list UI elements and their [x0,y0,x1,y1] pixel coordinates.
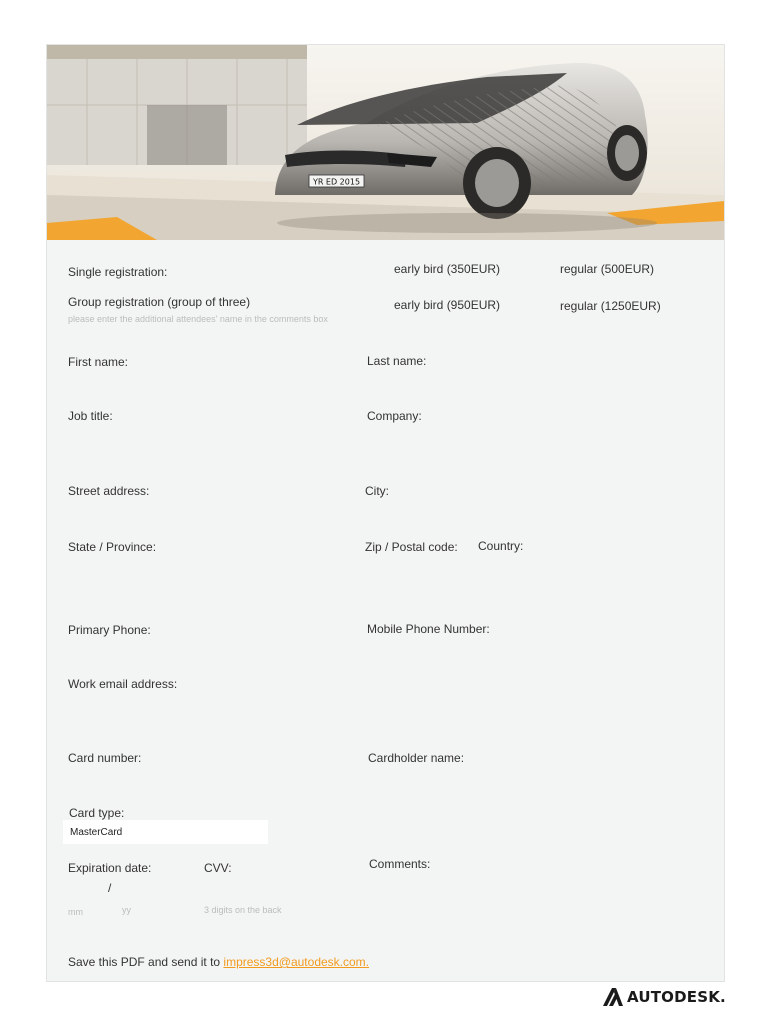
first-name-label: First name: [68,355,129,369]
company-label: Company: [367,409,422,423]
autodesk-logo [603,988,726,1006]
country-label: Country: [478,539,524,553]
submission-email-link[interactable]: impress3d@autodesk.com. [223,955,369,969]
autodesk-mark-icon [603,988,623,1006]
zip-postal-code-label: Zip / Postal code: [365,540,458,554]
expiration-month-hint: mm [68,907,83,917]
comments-label: Comments: [369,857,431,871]
hero-car-image [47,45,724,240]
cvv-label: CVV: [204,861,232,875]
autodesk-wordmark: AUTODESK. [627,988,726,1006]
group-registration-label: Group registration (group of three) [68,295,251,309]
job-title-label: Job title: [68,409,113,423]
expiration-separator: / [108,881,112,895]
submission-text: Save this PDF and send it to [68,955,224,969]
primary-phone-label: Primary Phone: [68,623,151,637]
cvv-hint: 3 digits on the back [204,905,282,915]
mobile-phone-label: Mobile Phone Number: [367,622,490,636]
expiration-year-hint: yy [122,905,131,915]
group-registration-hint: please enter the additional attendees' name in the comments box [68,314,328,324]
city-label: City: [365,484,389,498]
car-illustration [47,45,724,240]
street-address-label: Street address: [68,484,150,498]
single-regular-option[interactable]: regular (500EUR) [560,262,655,276]
license-plate: YR ED 2015 [312,177,361,187]
single-registration-label: Single registration: [68,265,168,279]
expiration-date-label: Expiration date: [68,861,152,875]
card-type-select[interactable] [63,820,268,844]
last-name-label: Last name: [367,354,427,368]
state-province-label: State / Province: [68,540,157,554]
card-type-value: MasterCard [70,826,123,838]
group-early-bird-option[interactable]: early bird (950EUR) [394,298,501,312]
card-number-label: Card number: [68,751,142,765]
single-early-bird-option[interactable]: early bird (350EUR) [394,262,501,276]
work-email-label: Work email address: [68,677,178,691]
cardholder-name-label: Cardholder name: [368,751,465,765]
card-type-label: Card type: [69,806,125,820]
submission-instructions [68,955,369,969]
group-regular-option[interactable]: regular (1250EUR) [560,299,661,313]
registration-form [46,44,725,982]
